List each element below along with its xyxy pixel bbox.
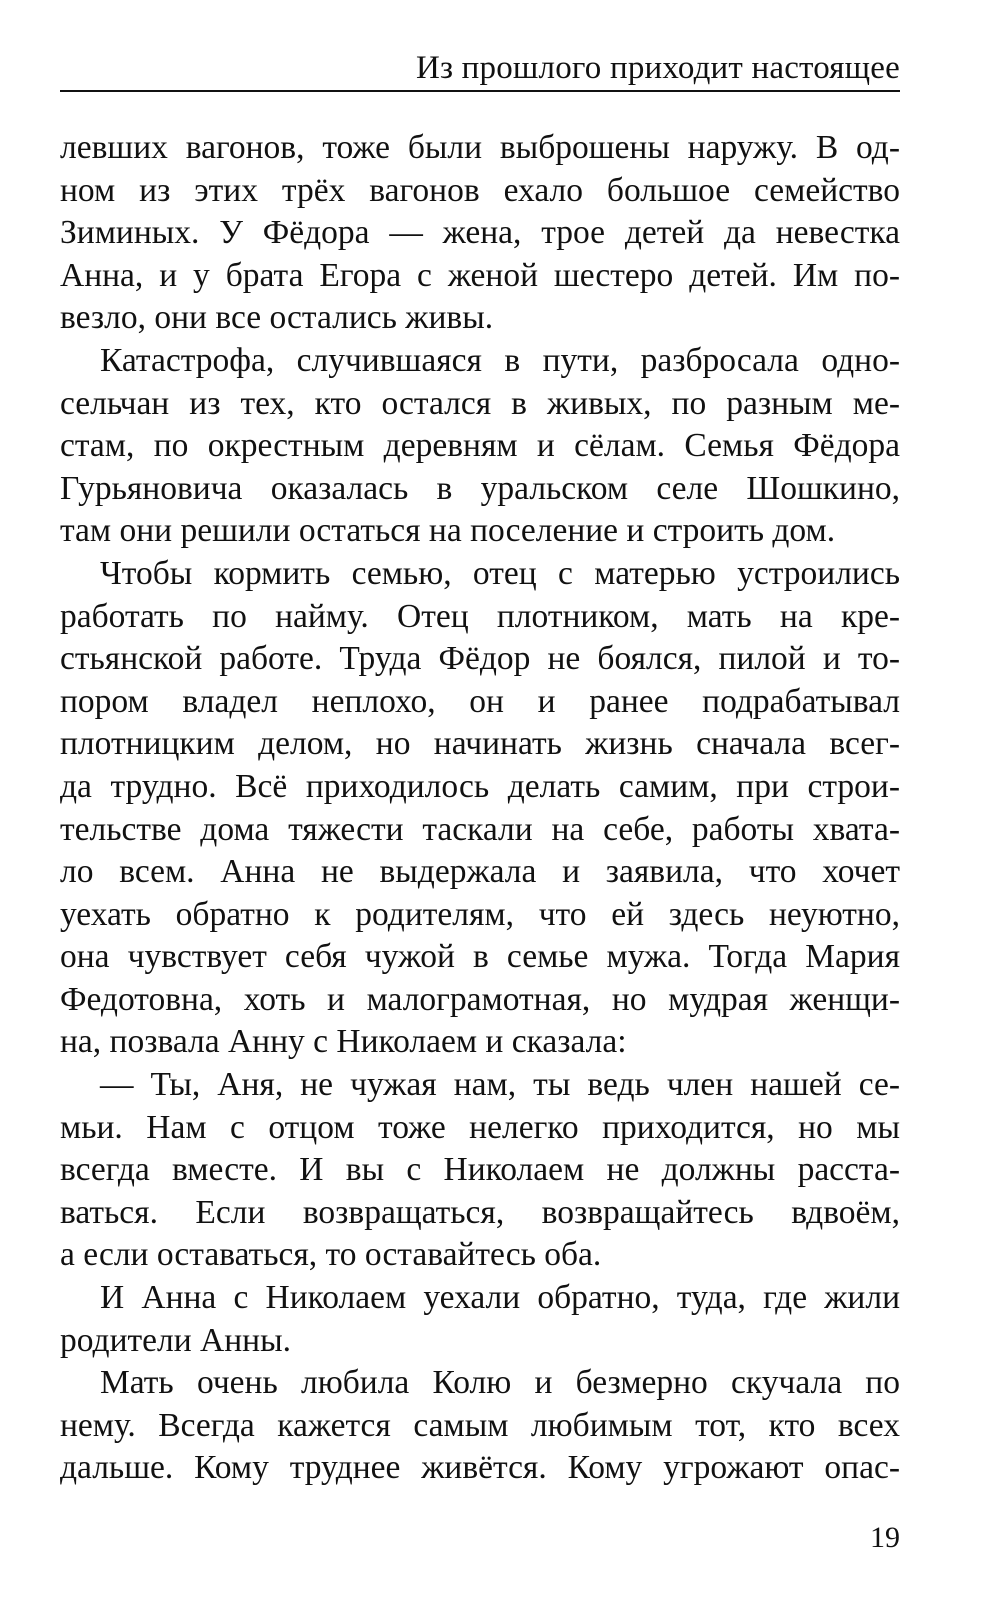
text-line: стам, по окрестным деревням и сёлам. Семья Фёдора — [60, 427, 900, 465]
text-line: дальше. Кому труднее живётся. Кому угрожают опас- — [60, 1449, 900, 1487]
text-line: Зиминых. У Фёдора — жена, трое детей да невестка — [60, 214, 900, 252]
text-line: уехать обратно к родителям, что ей здесь неуютно, — [60, 895, 900, 933]
text-line: везло, они все остались живы. — [60, 299, 494, 337]
text-line: Катастрофа, случившаяся в пути, разбросала одно- — [100, 341, 900, 379]
text-line: родители Анны. — [60, 1321, 291, 1359]
text-line: там они решили остаться на поселение и строить дом. — [60, 512, 836, 550]
text-line: пором владел неплохо, он и ранее подрабатывал — [60, 682, 900, 720]
text-line: стьянской работе. Труда Фёдор не боялся, пилой и то- — [60, 640, 900, 678]
text-line: ваться. Если возвращаться, возвращайтесь вдвоём, — [60, 1193, 900, 1231]
page-number: 19 — [870, 1521, 900, 1554]
text-line: Анна, и у брата Егора с женой шестеро детей. Им по- — [60, 256, 900, 294]
text-line: Чтобы кормить семью, отец с матерью устроились — [100, 554, 900, 592]
text-line: Мать очень любила Колю и безмерно скучала по — [100, 1364, 900, 1402]
text-line: работать по найму. Отец плотником, мать на кре- — [60, 597, 900, 635]
text-line: И Анна с Николаем уехали обратно, туда, где жили — [100, 1279, 900, 1317]
text-line: левших вагонов, тоже были выброшены наружу. В од- — [60, 129, 900, 166]
text-line: нему. Всегда кажется самым любимым тот, кто всех — [60, 1406, 900, 1444]
text-line: Федотовна, хоть и малограмотная, но мудрая женщи- — [60, 980, 900, 1018]
text-line: она чувствует себя чужой в семье мужа. Тогда Мария — [60, 938, 900, 976]
body-text — [60, 127, 900, 1490]
text-line: тельстве дома тяжести таскали на себе, работы хвата- — [60, 810, 900, 848]
text-line: сельчан из тех, кто остался в живых, по разным ме- — [60, 384, 900, 422]
text-line: ном из этих трёх вагонов ехало большое семейство — [60, 171, 900, 209]
text-line: Гурьяновича оказалась в уральском селе Шошкино, — [60, 469, 900, 507]
running-head — [60, 46, 900, 92]
text-line: на, позвала Анну с Николаем и сказала: — [60, 1023, 627, 1061]
running-head-title: Из прошлого приходит настоящее — [415, 50, 900, 86]
text-line: ло всем. Анна не выдержала и заявила, что хочет — [60, 853, 900, 891]
text-line: всегда вместе. И вы с Николаем не должны расста- — [60, 1151, 900, 1189]
text-line: а если оставаться, то оставайтесь оба. — [60, 1236, 602, 1274]
text-line: — Ты, Аня, не чужая нам, ты ведь член нашей се- — [100, 1066, 900, 1104]
text-line: мьи. Нам с отцом тоже нелегко приходится, но мы — [60, 1108, 900, 1146]
text-line: плотницким делом, но начинать жизнь сначала всег- — [60, 725, 900, 763]
text-line: да трудно. Всё приходилось делать самим, при строи- — [60, 767, 900, 805]
